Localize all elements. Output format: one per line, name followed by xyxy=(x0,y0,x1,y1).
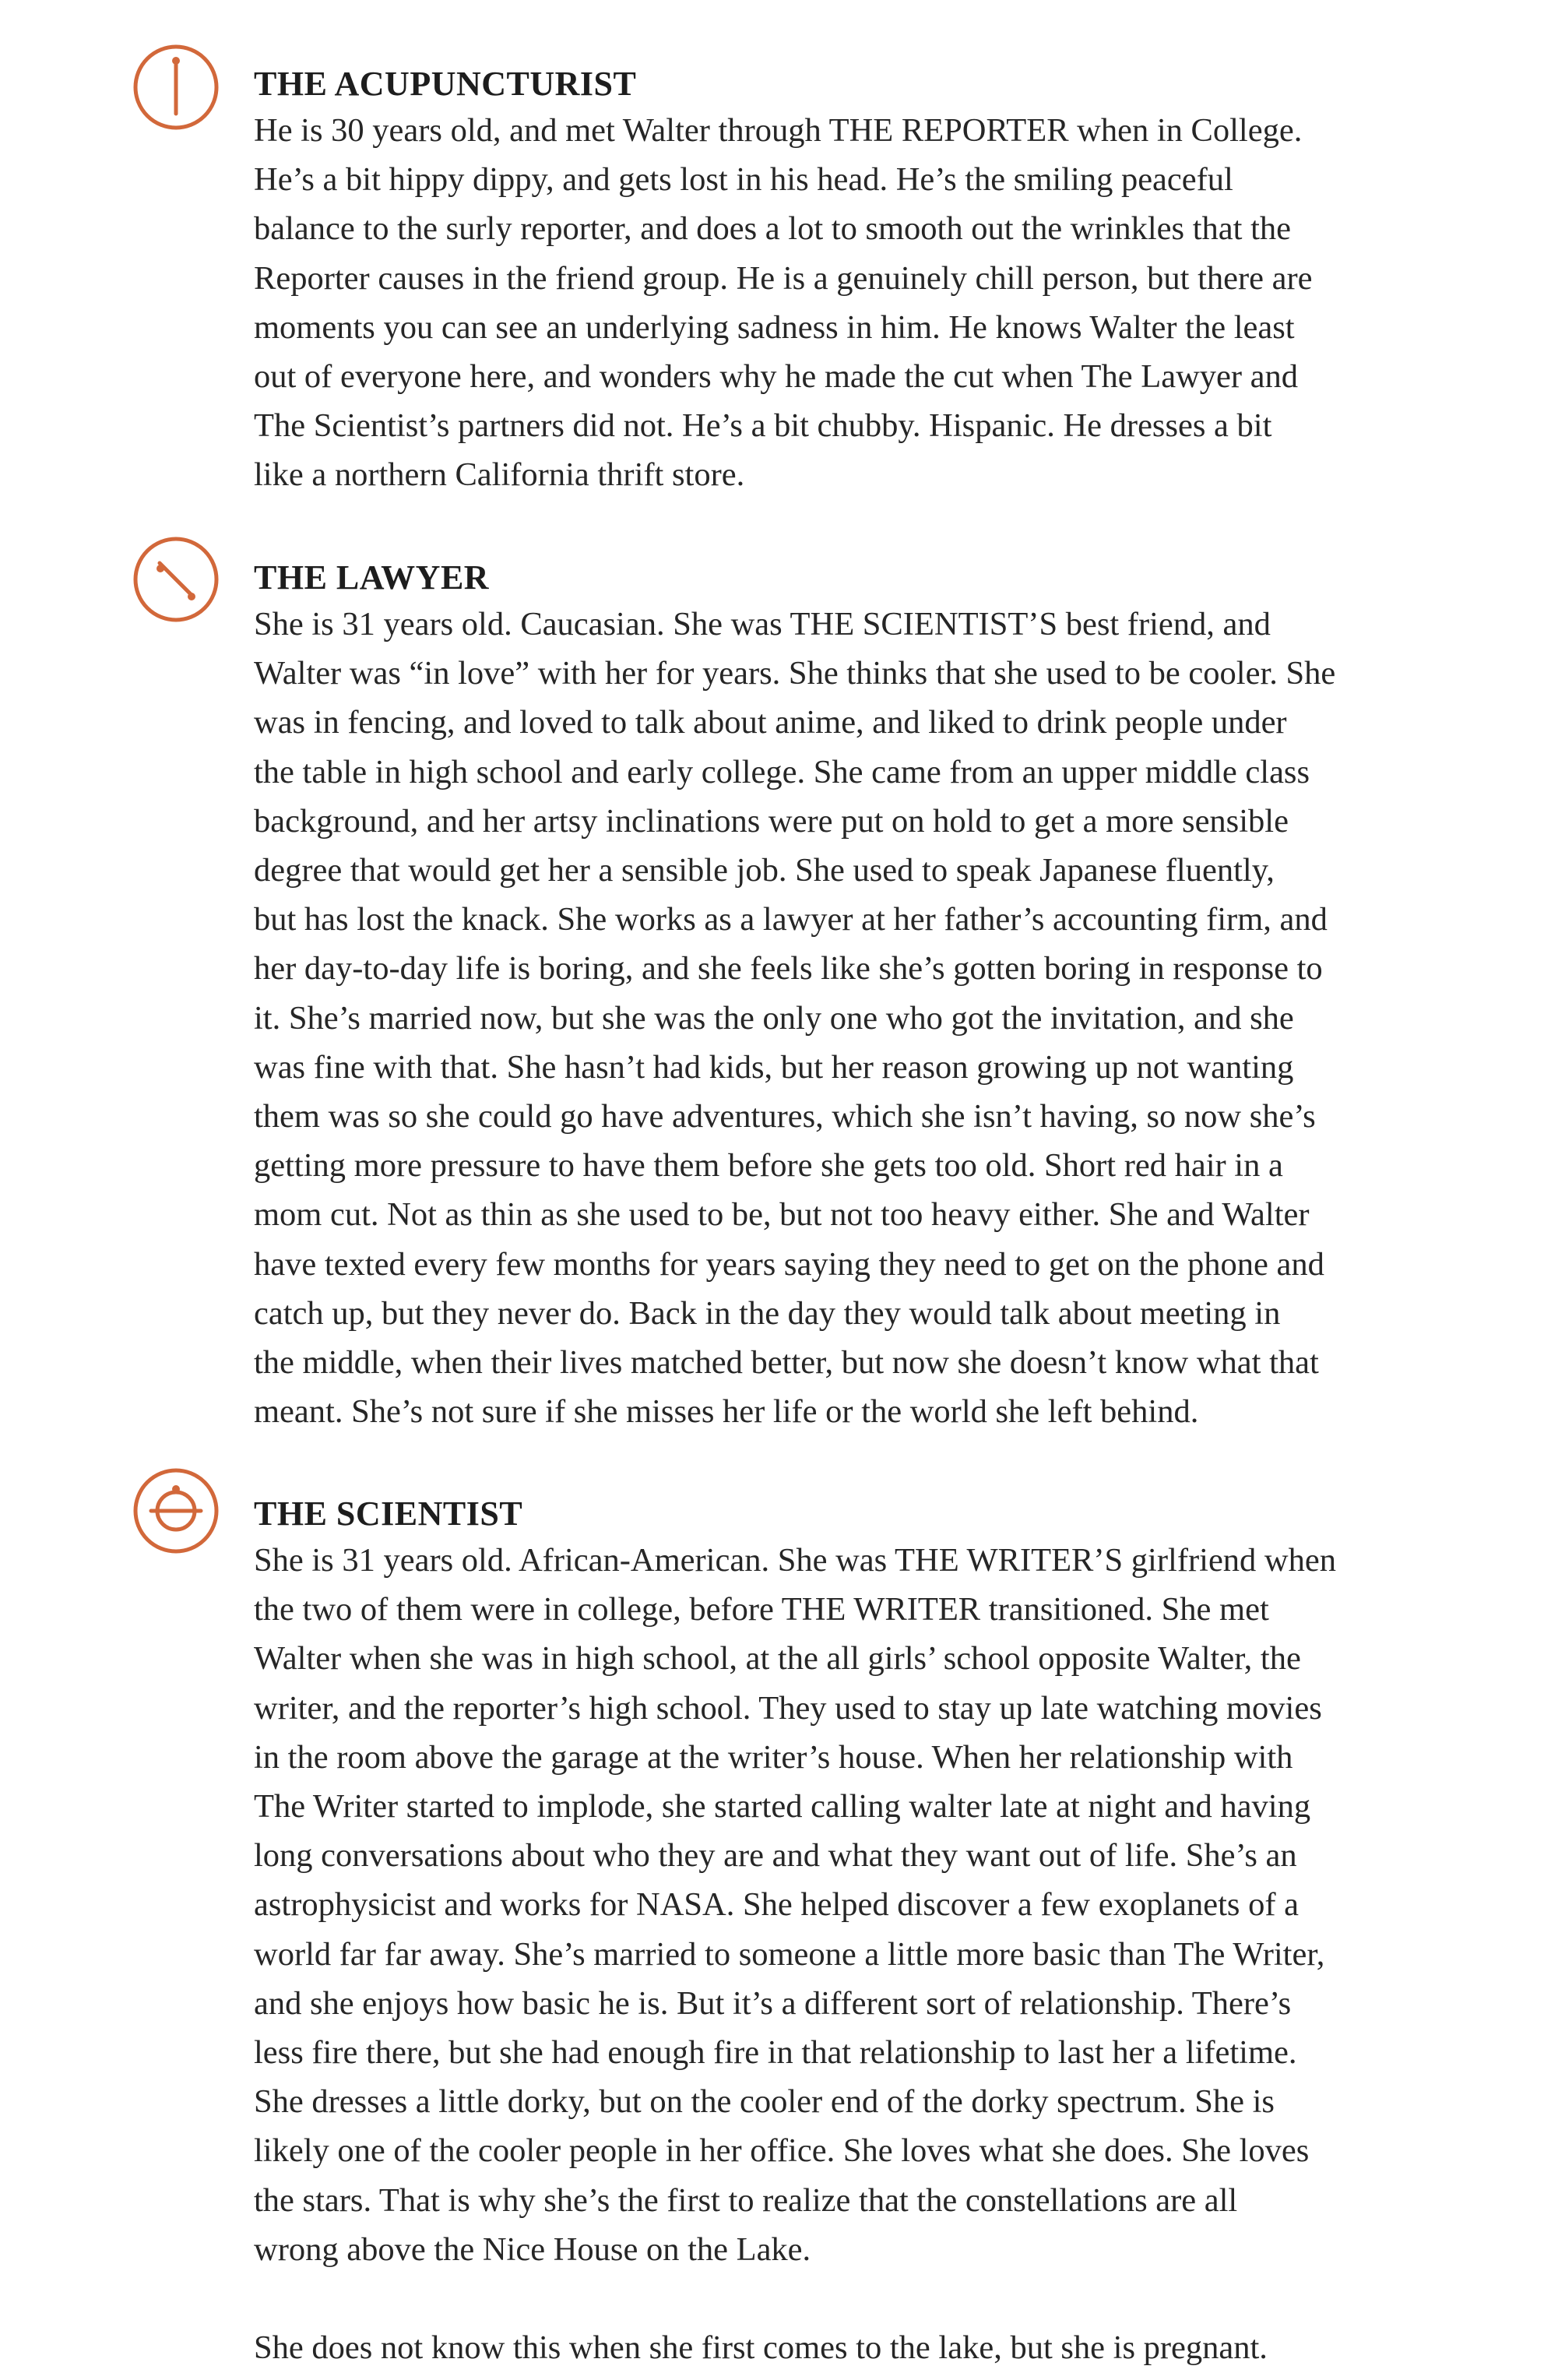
text-line: She dresses a little dorky, but on the cooler end of the dorky spectrum. She is xyxy=(254,2083,1275,2121)
text-line: degree that would get her a sensible job. She used to speak Japanese fluently, xyxy=(254,852,1275,889)
theta-circle-icon xyxy=(131,1466,221,1556)
text-line: mom cut. Not as thin as she used to be, but not too heavy either. She and Walter xyxy=(254,1196,1310,1234)
text-line: it. She’s married now, but she was the only one who got the invitation, and she xyxy=(254,999,1294,1037)
text-line: wrong above the Nice House on the Lake. xyxy=(254,2230,811,2268)
text-line: her day-to-day life is boring, and she feels like she’s gotten boring in response to xyxy=(254,950,1323,988)
text-line: the middle, when their lives matched better, but now she doesn’t know what that xyxy=(254,1344,1319,1382)
text-line: the table in high school and early college. She came from an upper middle class xyxy=(254,753,1310,790)
character-paragraph xyxy=(254,1536,1531,2274)
character-paragraph xyxy=(254,2323,1531,2372)
text-line: balance to the surly reporter, and does a lot to smooth out the wrinkles that the xyxy=(254,210,1291,248)
character-heading: THE LAWYER xyxy=(254,558,490,597)
text-line: Walter was “in love” with her for years. She thinks that she used to be cooler. She xyxy=(254,655,1336,692)
character-heading: THE SCIENTIST xyxy=(254,1495,523,1533)
text-line: She is 31 years old. African-American. She was THE WRITER’S girlfriend when xyxy=(254,1542,1336,1579)
text-line: but has lost the knack. She works as a lawyer at her father’s accounting firm, and xyxy=(254,901,1328,938)
text-line: the stars. That is why she’s the first to realize that the constellations are all xyxy=(254,2181,1238,2219)
text-line: writer, and the reporter’s high school. They used to stay up late watching movies xyxy=(254,1689,1322,1727)
text-line: and she enjoys how basic he is. But it’s a different sort of relationship. There’s xyxy=(254,1984,1292,2022)
text-line: He is 30 years old, and met Walter through THE REPORTER when in College. xyxy=(254,112,1303,149)
text-line: The Writer started to implode, she started calling walter late at night and having xyxy=(254,1788,1311,1825)
text-line: in the room above the garage at the writer’s house. When her relationship with xyxy=(254,1738,1293,1776)
character-heading: THE ACUPUNCTURIST xyxy=(254,65,637,103)
text-line: The Scientist’s partners did not. He’s a bit chubby. Hispanic. He dresses a bit xyxy=(254,407,1272,445)
paragraph-spacer xyxy=(254,2274,1531,2323)
text-line: was in fencing, and loved to talk about anime, and liked to drink people under xyxy=(254,704,1287,741)
text-line: them was so she could go have adventures, which she isn’t having, so now she’s xyxy=(254,1098,1316,1135)
text-line: He’s a bit hippy dippy, and gets lost in his head. He’s the smiling peaceful xyxy=(254,161,1233,199)
character-paragraph xyxy=(254,600,1531,1436)
text-line: moments you can see an underlying sadness in him. He knows Walter the least xyxy=(254,308,1295,346)
text-line: likely one of the cooler people in her office. She loves what she does. She loves xyxy=(254,2132,1310,2170)
text-line: meant. She’s not sure if she misses her life or the world she left behind. xyxy=(254,1393,1199,1431)
percent-circle-icon xyxy=(131,534,221,625)
text-line: Walter when she was in high school, at the all girls’ school opposite Walter, the xyxy=(254,1640,1301,1678)
character-paragraph xyxy=(254,106,1531,500)
text-line: getting more pressure to have them before she gets too old. Short red hair in a xyxy=(254,1147,1283,1185)
text-line: less fire there, but she had enough fire in that relationship to last her a lifetime. xyxy=(254,2034,1297,2072)
text-line: the two of them were in college, before THE WRITER transitioned. She met xyxy=(254,1591,1269,1628)
text-line: like a northern California thrift store. xyxy=(254,456,745,494)
text-line: She does not know this when she first comes to the lake, but she is pregnant. xyxy=(254,2329,1268,2367)
needle-circle-icon xyxy=(131,42,221,132)
text-line: She is 31 years old. Caucasian. She was THE SCIENTIST’S best friend, and xyxy=(254,606,1271,643)
text-line: astrophysicist and works for NASA. She helped discover a few exoplanets of a xyxy=(254,1886,1299,1924)
text-line: long conversations about who they are and what they want out of life. She’s an xyxy=(254,1837,1297,1875)
text-line: out of everyone here, and wonders why he made the cut when The Lawyer and xyxy=(254,358,1299,396)
text-line: world far far away. She’s married to someone a little more basic than The Writer, xyxy=(254,1935,1325,1973)
character-text xyxy=(254,62,1531,500)
character-text xyxy=(254,556,1531,1436)
text-line: was fine with that. She hasn’t had kids, but her reason growing up not wanting xyxy=(254,1048,1294,1086)
text-line: catch up, but they never do. Back in the day they would talk about meeting in xyxy=(254,1294,1281,1332)
text-line: background, and her artsy inclinations were put on hold to get a more sensible xyxy=(254,802,1289,840)
character-text xyxy=(254,1492,1531,2372)
text-line: Reporter causes in the friend group. He is a genuinely chill person, but there are xyxy=(254,259,1313,297)
text-line: have texted every few months for years saying they need to get on the phone and xyxy=(254,1245,1324,1283)
